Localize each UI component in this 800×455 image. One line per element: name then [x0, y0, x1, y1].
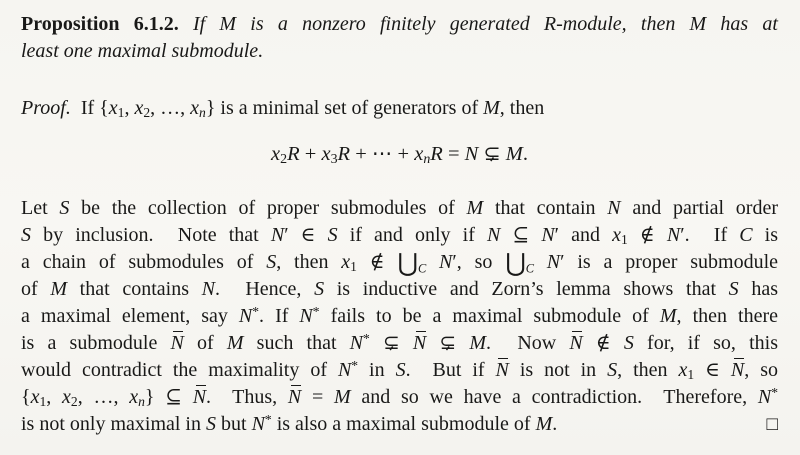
proof-start-paragraph [21, 95, 778, 122]
display-equation [21, 139, 778, 169]
proof-body-paragraph [21, 195, 778, 438]
text-line [21, 411, 778, 438]
text-line: S by inclusion. Note that N′ ∈ S if and only if N ⊆ N′ and $x_1$ ∉ N′. If C is [21, 224, 779, 247]
text-line: Proposition 6.1.2. If M is a nonzero finitely generated R-module, then M has at [21, 13, 778, 35]
equation-text: $x_2R + x_3R$ + ⋯ + $x_nR = N$ ⊊ M. [271, 143, 528, 168]
text-line: {$x_1$, $x_2$, …, $x_n$} ⊆ N. Thus, N = M and so we have a contradiction. Therefore, N* [21, 384, 778, 411]
text-line: Let S be the collection of proper submodules of M that contain N and partial order [21, 197, 778, 219]
text-line: of M that contains N. Hence, S is inductive and Zorn’s lemma shows that S has [21, 278, 778, 300]
page-content [21, 11, 778, 438]
qed-box: □ [766, 414, 778, 435]
text-line: least one maximal submodule. [21, 40, 264, 62]
text-line-content: is not only maximal in S but N* is also a maximal submodule of M. [21, 411, 558, 435]
text-line: a chain of submodules of S, then $x_1$ ∉ $⋃_C$ N′, so $⋃_C$ N′ is a proper submodule [21, 250, 778, 277]
text-line: is a submodule N of M such that N* ⊊ N ⊊ M. Now N ∉ S for, if so, this [21, 330, 778, 357]
proposition-paragraph [21, 11, 778, 65]
text-line: a maximal element, say N*. If N* fails to be a maximal submodule of M, then there [21, 303, 778, 327]
text-line: would contradict the maximality of N* in S. But if N is not in S, then $x_1$ ∈ N, so [21, 357, 778, 384]
text-line: Proof. If {$x_1$, $x_2$, …, $x_n$} is a minimal set of generators of M, then [21, 97, 545, 120]
